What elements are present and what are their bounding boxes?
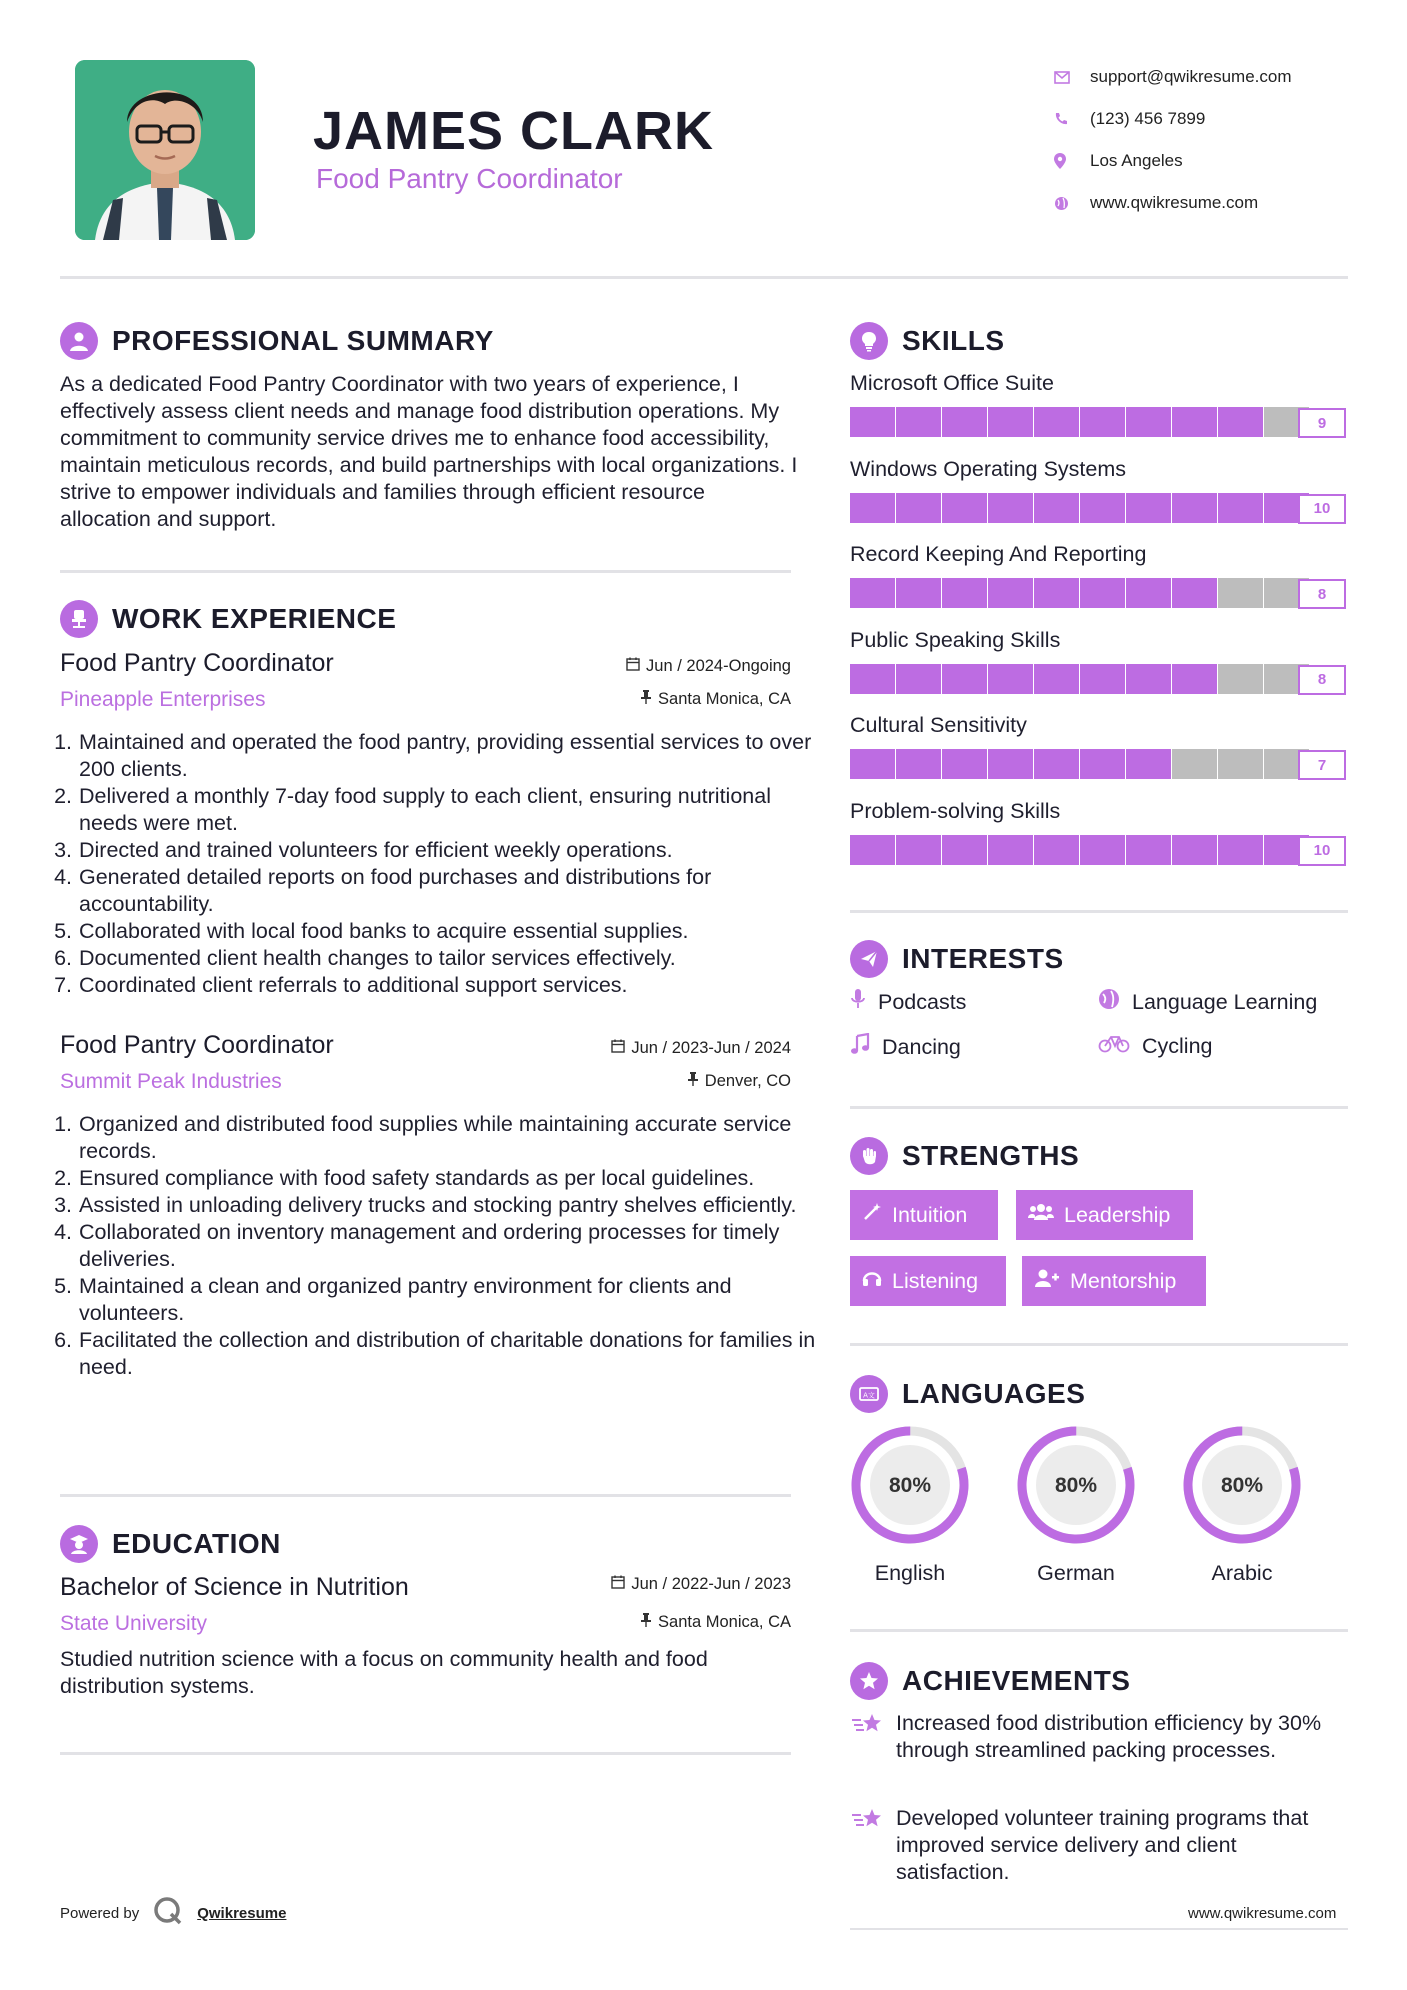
summary-heading	[60, 322, 494, 360]
skill-segment-filled	[1080, 835, 1125, 865]
strength-label: Listening	[892, 1268, 979, 1293]
skill-bar	[850, 407, 1310, 437]
lightbulb-icon	[850, 322, 888, 360]
user-plus-icon	[1034, 1268, 1060, 1294]
chair-icon	[60, 600, 98, 638]
header-divider	[60, 276, 1348, 279]
language-name: English	[874, 1561, 946, 1585]
job-2-location	[687, 1072, 791, 1091]
experience-title: WORK EXPERIENCE	[112, 603, 397, 634]
summary-title: PROFESSIONAL SUMMARY	[112, 325, 494, 356]
phone-icon	[1050, 112, 1090, 126]
languages-divider	[850, 1629, 1348, 1632]
achievement-text: Developed volunteer training programs that improved service delivery and client satisfaction.	[896, 1806, 1309, 1884]
skills-divider	[850, 910, 1348, 913]
paper-plane-icon	[850, 940, 888, 978]
list-item: 4. Collaborated on inventory management and ordering processes for timely deliveries.	[78, 1219, 818, 1273]
microphone-icon	[850, 988, 866, 1016]
skill-segment-filled	[942, 835, 987, 865]
skill-segment-filled	[1218, 407, 1263, 437]
skill-segment-filled	[850, 493, 895, 523]
interests-heading	[850, 940, 1064, 978]
languages-heading	[850, 1375, 1085, 1413]
job-1-title: Food Pantry Coordinator	[60, 649, 334, 677]
skill-segment-filled	[1126, 749, 1171, 779]
bicycle-icon	[1098, 1033, 1130, 1059]
skill-level-badge: 10	[1298, 494, 1346, 524]
education-location	[640, 1613, 791, 1632]
skill-level-badge: 7	[1298, 750, 1346, 780]
job-1-location-text: Santa Monica, CA	[658, 690, 791, 708]
strength-leadership	[1016, 1190, 1193, 1240]
list-item: 6. Documented client health changes to tailor services effectively.	[78, 945, 818, 972]
skill-segment-filled	[942, 749, 987, 779]
music-note-icon	[850, 1033, 870, 1061]
education-date	[611, 1575, 791, 1594]
contact-email	[1050, 56, 1380, 98]
list-item: 3. Directed and trained volunteers for efficient weekly operations.	[78, 837, 818, 864]
skills-heading	[850, 322, 1005, 360]
skill-segment-filled	[1126, 664, 1171, 694]
skill-segment-filled	[850, 835, 895, 865]
language-percent: 80%	[1220, 1474, 1264, 1497]
skill-segment-filled	[942, 664, 987, 694]
contact-website	[1050, 182, 1380, 224]
achievement-item	[850, 1710, 1326, 1764]
candidate-name: JAMES CLARK	[313, 101, 715, 161]
achievements-heading	[850, 1662, 1130, 1700]
skill-segment-filled	[1080, 578, 1125, 608]
skill-segment-filled	[896, 749, 941, 779]
interest-language-learning	[1098, 988, 1317, 1016]
skill-segment-filled	[1034, 407, 1079, 437]
user-icon	[60, 322, 98, 360]
skill-level-badge: 9	[1298, 408, 1346, 438]
strength-label: Mentorship	[1070, 1268, 1177, 1293]
interest-podcasts	[850, 988, 966, 1016]
skill-bar	[850, 835, 1310, 865]
envelope-icon	[1050, 71, 1090, 84]
experience-heading	[60, 600, 396, 638]
footer-divider	[850, 1928, 1348, 1930]
list-item: 3. Assisted in unloading delivery trucks and stocking pantry shelves efficiently.	[78, 1192, 818, 1219]
language-item	[845, 1423, 975, 1586]
email-text[interactable]: support@qwikresume.com	[1090, 67, 1292, 86]
skill-segment-filled	[850, 578, 895, 608]
strength-label: Leadership	[1064, 1202, 1171, 1227]
skill-bar	[850, 749, 1310, 779]
language-gauge	[1180, 1423, 1304, 1547]
education-heading	[60, 1525, 281, 1563]
language-name: German	[1037, 1561, 1115, 1585]
skill-segment-filled	[1080, 493, 1125, 523]
magic-wand-icon	[862, 1202, 882, 1228]
interest-cycling	[1098, 1033, 1213, 1059]
education-title: EDUCATION	[112, 1528, 281, 1559]
job-1-date	[626, 657, 791, 676]
language-percent: 80%	[1054, 1474, 1098, 1497]
skill-segment-filled	[988, 835, 1033, 865]
interest-label: Dancing	[882, 1034, 961, 1059]
strength-intuition	[850, 1190, 998, 1240]
shooting-star-icon	[850, 1805, 886, 1886]
skill-segment-filled	[942, 407, 987, 437]
powered-by-text: Powered by	[60, 1904, 140, 1922]
summary-divider	[60, 570, 791, 573]
skill-segment-filled	[1126, 835, 1171, 865]
achievement-item	[850, 1805, 1326, 1886]
pushpin-icon	[640, 690, 652, 709]
language-gauge	[1014, 1423, 1138, 1547]
skill-segment-filled	[850, 407, 895, 437]
skill-segment-filled	[942, 578, 987, 608]
skill-segment-filled	[1218, 835, 1263, 865]
job-2-location-text: Denver, CO	[704, 1072, 791, 1090]
headphones-icon	[862, 1268, 882, 1294]
interest-dancing	[850, 1033, 961, 1061]
skill-segment-filled	[1126, 493, 1171, 523]
globe-icon	[1050, 196, 1090, 211]
pushpin-icon	[640, 1613, 652, 1632]
job-2-date-text: Jun / 2023-Jun / 2024	[631, 1039, 791, 1057]
skill-segment-empty	[1218, 749, 1263, 779]
skill-segment-filled	[1172, 493, 1217, 523]
list-item: 1. Organized and distributed food supplies while maintaining accurate service records.	[78, 1111, 818, 1165]
strength-listening	[850, 1256, 1006, 1306]
skill-bar	[850, 664, 1310, 694]
skill-segment-filled	[1080, 664, 1125, 694]
skill-segment-filled	[1172, 578, 1217, 608]
education-school: State University	[60, 1612, 208, 1635]
skill-bar	[850, 578, 1310, 608]
interests-title: INTERESTS	[902, 943, 1064, 974]
skill-segment-filled	[1034, 835, 1079, 865]
phone-text: (123) 456 7899	[1090, 109, 1206, 128]
skill-segment-filled	[1080, 407, 1125, 437]
strengths-heading	[850, 1137, 1079, 1175]
language-gauge	[848, 1423, 972, 1547]
skill-name: Record Keeping And Reporting	[850, 542, 1147, 566]
globe-icon	[1098, 988, 1120, 1016]
list-item: 2. Ensured compliance with food safety standards as per local guidelines.	[78, 1165, 818, 1192]
profile-photo	[75, 60, 255, 240]
language-percent: 80%	[888, 1474, 932, 1497]
list-item: 5. Collaborated with local food banks to acquire essential supplies.	[78, 918, 818, 945]
skill-segment-filled	[1034, 664, 1079, 694]
candidate-role: Food Pantry Coordinator	[316, 163, 623, 194]
list-item: 2. Delivered a monthly 7-day food supply to each client, ensuring nutritional needs were met.	[78, 783, 818, 837]
skill-segment-filled	[850, 664, 895, 694]
skill-segment-filled	[1218, 493, 1263, 523]
skill-segment-filled	[1126, 407, 1171, 437]
strength-mentorship	[1022, 1256, 1206, 1306]
education-degree: Bachelor of Science in Nutrition	[60, 1573, 409, 1601]
website-text[interactable]: www.qwikresume.com	[1090, 193, 1259, 212]
job-1-location	[640, 690, 791, 709]
language-name: Arabic	[1211, 1561, 1273, 1585]
fist-icon	[850, 1137, 888, 1175]
job-2-date	[611, 1039, 791, 1058]
skill-name: Problem-solving Skills	[850, 798, 1061, 823]
skill-bar	[850, 493, 1310, 523]
calendar-icon	[626, 657, 640, 676]
list-item: 1. Maintained and operated the food pantry, providing essential services to over 200 clients.	[78, 729, 818, 783]
map-pin-icon	[1050, 153, 1090, 169]
users-icon	[1028, 1202, 1054, 1228]
skill-segment-filled	[896, 664, 941, 694]
summary-text: As a dedicated Food Pantry Coordinator with two years of experience, I effectively assess client needs and manage food distribution operations. My commitment to community service drives me to enhance food accessibility, maintain meticulous records, and build partnerships with local organizations. I strive to empower individuals and families through efficient resource allocation and support.	[60, 372, 798, 531]
education-divider	[60, 1752, 791, 1755]
skill-segment-filled	[1034, 749, 1079, 779]
skill-segment-filled	[988, 749, 1033, 779]
strength-label: Intuition	[892, 1202, 968, 1227]
footer-website[interactable]: www.qwikresume.com	[1188, 1905, 1337, 1922]
location-text: Los Angeles	[1090, 151, 1183, 170]
skill-segment-filled	[988, 493, 1033, 523]
skill-level-badge: 8	[1298, 579, 1346, 609]
job-1-bullets	[60, 729, 818, 999]
job-1-company: Pineapple Enterprises	[60, 688, 266, 711]
skill-segment-filled	[988, 664, 1033, 694]
skill-segment-filled	[1034, 578, 1079, 608]
contact-phone	[1050, 98, 1380, 140]
skill-segment-filled	[1172, 835, 1217, 865]
interest-label: Podcasts	[878, 989, 967, 1014]
list-item: 7. Coordinated client referrals to additional support services.	[78, 972, 818, 999]
skill-segment-filled	[942, 493, 987, 523]
skill-level-badge: 8	[1298, 665, 1346, 695]
skill-segment-filled	[896, 835, 941, 865]
svg-text:A文: A文	[863, 1391, 875, 1400]
skill-segment-filled	[1080, 749, 1125, 779]
job-2-company: Summit Peak Industries	[60, 1070, 282, 1093]
language-card-icon	[850, 1375, 888, 1413]
skill-segment-filled	[1172, 664, 1217, 694]
skill-segment-filled	[1126, 578, 1171, 608]
skill-segment-filled	[1172, 407, 1217, 437]
contact-info	[1050, 56, 1380, 224]
skill-segment-empty	[1172, 749, 1217, 779]
skill-segment-empty	[1218, 664, 1263, 694]
strengths-title: STRENGTHS	[902, 1140, 1080, 1171]
education-description: Studied nutrition science with a focus on community health and food distribution systems.	[60, 1647, 708, 1698]
job-2-bullets	[60, 1111, 818, 1381]
interests-divider	[850, 1106, 1348, 1109]
skills-title: SKILLS	[902, 325, 1005, 356]
skill-name: Cultural Sensitivity	[850, 713, 1027, 737]
achievements-title: ACHIEVEMENTS	[902, 1665, 1131, 1696]
graduate-icon	[60, 1525, 98, 1563]
list-item: 4. Generated detailed reports on food purchases and distributions for accountability.	[78, 864, 818, 918]
skill-name: Public Speaking Skills	[850, 627, 1061, 652]
calendar-icon	[611, 1039, 625, 1058]
skill-segment-filled	[1034, 493, 1079, 523]
languages-title: LANGUAGES	[902, 1378, 1086, 1409]
qwikresume-link[interactable]: Qwikresume	[197, 1904, 287, 1922]
list-item: 6. Facilitated the collection and distribution of charitable donations for families in need.	[78, 1327, 818, 1381]
achievement-text: Increased food distribution efficiency by 30% through streamlined packing processes.	[896, 1711, 1322, 1762]
skill-segment-filled	[988, 407, 1033, 437]
skill-segment-filled	[850, 749, 895, 779]
skill-level-badge: 10	[1298, 836, 1346, 866]
skill-name: Windows Operating Systems	[850, 456, 1127, 481]
pushpin-icon	[687, 1072, 699, 1091]
list-item: 5. Maintained a clean and organized pantry environment for clients and volunteers.	[78, 1273, 818, 1327]
job-2-title: Food Pantry Coordinator	[60, 1031, 334, 1059]
interest-label: Language Learning	[1132, 989, 1318, 1014]
skill-segment-filled	[896, 578, 941, 608]
skill-segment-filled	[988, 578, 1033, 608]
education-location-text: Santa Monica, CA	[658, 1613, 791, 1631]
strengths-divider	[850, 1343, 1348, 1346]
qwikresume-logo-icon	[153, 1896, 183, 1930]
skill-segment-filled	[896, 407, 941, 437]
star-badge-icon	[850, 1662, 888, 1700]
contact-location	[1050, 140, 1380, 182]
skill-segment-filled	[896, 493, 941, 523]
footer-powered-by	[60, 1896, 286, 1930]
education-date-text: Jun / 2022-Jun / 2023	[631, 1575, 791, 1593]
language-item	[1011, 1423, 1141, 1586]
job-1-date-text: Jun / 2024-Ongoing	[646, 657, 791, 675]
interest-label: Cycling	[1142, 1033, 1213, 1058]
language-item	[1177, 1423, 1307, 1586]
calendar-icon	[611, 1575, 625, 1594]
skill-segment-empty	[1218, 578, 1263, 608]
skill-name: Microsoft Office Suite	[850, 371, 1054, 395]
shooting-star-icon	[850, 1710, 886, 1764]
experience-divider	[60, 1494, 791, 1497]
